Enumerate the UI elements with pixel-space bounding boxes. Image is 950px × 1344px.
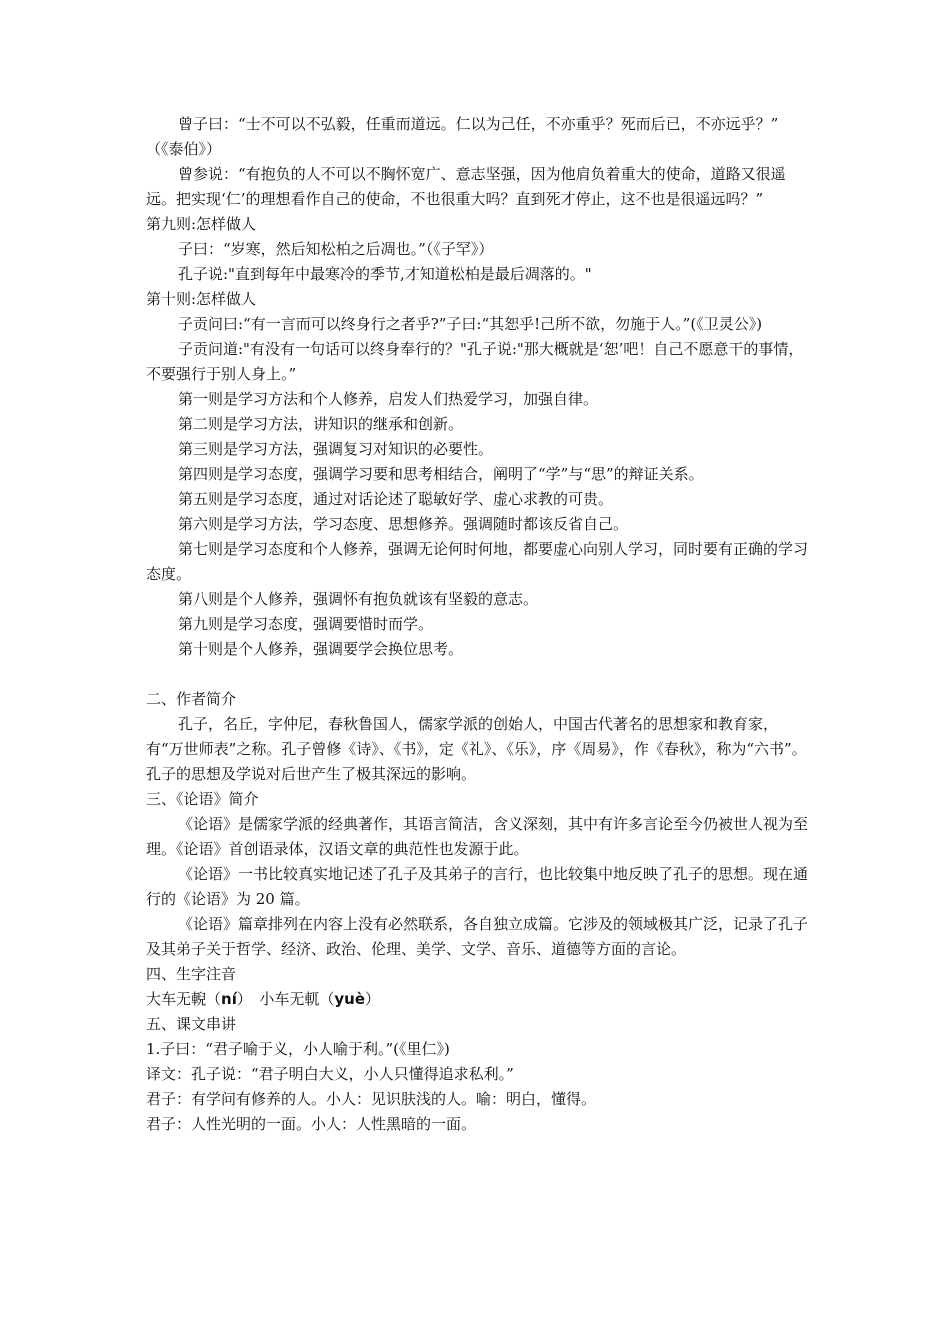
pinyin-text-part: ） bbox=[365, 990, 381, 1008]
heading-line: 君子：人性光明的一面。小人：人性黑暗的一面。 bbox=[146, 1115, 477, 1133]
document-body bbox=[146, 112, 810, 1137]
paragraph: 第二则是学习方法，讲知识的继承和创新。 bbox=[178, 415, 464, 433]
pinyin-yue: yuè bbox=[334, 990, 365, 1008]
heading-line: 二、作者简介 bbox=[146, 690, 237, 708]
paragraph: 曾参说：“有抱负的人不可以不胸怀宽广、意志坚强，因为他肩负着重大的使命，道路又很遥远。把实现‘仁’的理想看作自己的使命，不也很重大吗？直到死才停止，这不也是很遥远吗？” bbox=[146, 165, 786, 208]
pinyin-text-part: ） 小车无軏（ bbox=[236, 990, 335, 1008]
blank-line bbox=[146, 662, 810, 687]
heading-line: 第九则:怎样做人 bbox=[146, 215, 257, 233]
paragraph: 第十则是个人修养，强调要学会换位思考。 bbox=[178, 640, 464, 658]
heading-line: 第十则:怎样做人 bbox=[146, 290, 257, 308]
paragraph: 子贡问曰:“有一言而可以终身行之者乎?”子曰:“其恕乎!己所不欲，勿施于人。”(《卫灵公》) bbox=[178, 315, 763, 333]
paragraph: 第八则是个人修养，强调怀有抱负就该有坚毅的意志。 bbox=[178, 590, 539, 608]
text-block-main bbox=[146, 112, 810, 987]
paragraph: 第一则是学习方法和个人修养，启发人们热爱学习，加强自律。 bbox=[178, 390, 599, 408]
heading-line: 1.子曰：“君子喻于义，小人喻于利。”(《里仁》) bbox=[146, 1040, 450, 1058]
paragraph: 子曰：“岁寒，然后知松柏之后凋也。”（《子罕》） bbox=[178, 240, 494, 258]
paragraph: 《论语》是儒家学派的经典著作，其语言简洁，含义深刻，其中有许多言论至今仍被世人视为至理。《论语》首创语录体，汉语文章的典范性也发源于此。 bbox=[146, 815, 809, 858]
pinyin-text-part: 大车无輗（ bbox=[146, 990, 222, 1008]
paragraph: 《论语》一书比较真实地记述了孔子及其弟子的言行，也比较集中地反映了孔子的思想。现在通行的《论语》为 20 篇。 bbox=[146, 865, 809, 908]
text-block-lecture bbox=[146, 1012, 810, 1137]
paragraph: 第七则是学习态度和个人修养，强调无论何时何地，都要虚心向别人学习，同时要有正确的学习态度。 bbox=[146, 540, 809, 583]
paragraph: 第九则是学习态度，强调要惜时而学。 bbox=[178, 615, 434, 633]
paragraph: 第三则是学习方法，强调复习对知识的必要性。 bbox=[178, 440, 494, 458]
heading-line: 君子：有学问有修养的人。小人：见识肤浅的人。喻：明白，懂得。 bbox=[146, 1090, 597, 1108]
paragraph: 孔子，名丘，字仲尼，春秋鲁国人，儒家学派的创始人，中国古代著名的思想家和教育家，有“万世师表”之称。孔子曾修《诗》、《书》，定《礼》、《乐》，序《周易》，作《春秋》，称为“六书”。孔子的思想及学说对后世产生了极其深远的影响。 bbox=[146, 715, 807, 783]
paragraph: 子贡问道:"有没有一句话可以终身奉行的？"孔子说:"那大概就是‘恕’吧！自己不愿意干的事情，不要强行于别人身上。” bbox=[146, 340, 804, 383]
paragraph: 第四则是学习态度，强调学习要和思考相结合，阐明了“学”与“思”的辩证关系。 bbox=[178, 465, 704, 483]
pinyin-line bbox=[146, 987, 810, 1012]
pinyin-ni: ní bbox=[221, 990, 237, 1008]
heading-line: 四、生字注音 bbox=[146, 965, 237, 983]
paragraph: 曾子曰：“士不可以不弘毅，任重而道远。仁以为己任，不亦重乎？死而后已，不亦远乎？” （《泰伯》） bbox=[146, 115, 794, 158]
paragraph: 第六则是学习方法，学习态度、思想修养。强调随时都该反省自己。 bbox=[178, 515, 629, 533]
paragraph: 孔子说:"直到每年中最寒冷的季节,才知道松柏是最后凋落的。" bbox=[178, 265, 592, 283]
heading-line: 五、课文串讲 bbox=[146, 1015, 237, 1033]
heading-line: 三、《论语》简介 bbox=[146, 790, 259, 808]
heading-line: 译文：孔子说：“君子明白大义，小人只懂得追求私利。” bbox=[146, 1065, 514, 1083]
paragraph: 第五则是学习态度，通过对话论述了聪敏好学、虚心求教的可贵。 bbox=[178, 490, 614, 508]
paragraph: 《论语》篇章排列在内容上没有必然联系，各自独立成篇。它涉及的领域极其广泛，记录了孔子及其弟子关于哲学、经济、政治、伦理、美学、文学、音乐、道德等方面的言论。 bbox=[146, 915, 809, 958]
